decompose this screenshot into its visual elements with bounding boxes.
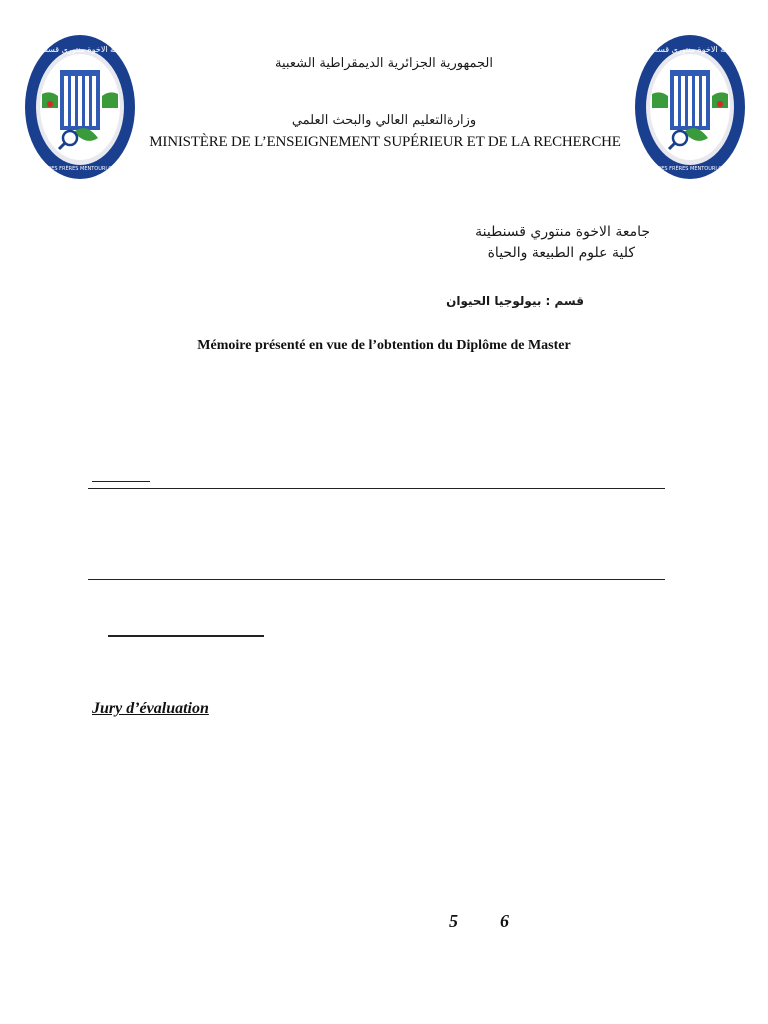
title-bottom-rule [88,579,665,580]
svg-text:UNIVERSITÉ DES FRÈRES MENTOURI: UNIVERSITÉ DES FRÈRES MENTOURI CONSTANTINE [15,166,145,172]
footer-number-b: 6 [500,911,509,931]
svg-text:جامعة الاخوة منتوري قسنطينة: جامعة الاخوة منتوري قسنطينة [640,45,740,54]
ministry-title-fr: MINISTÈRE DE L’ENSEIGNEMENT SUPÉRIEUR ET DE LA RECHERCHE [149,134,621,150]
department-name-ar: قسم : بيولوجيا الحيوان [446,294,584,308]
university-logo-left [15,34,145,180]
university-logo-right [625,34,755,180]
presenter-underline [108,635,264,637]
svg-text:UNIVERSITÉ DES FRÈRES MENTOURI: UNIVERSITÉ DES FRÈRES MENTOURI CONSTANTINE [625,166,755,172]
republic-title-ar: الجمهورية الجزائرية الديمقراطية الشعبية [275,56,493,71]
university-name-ar: جامعة الاخوة منتوري قسنطينة [475,224,650,240]
svg-text:جامعة الاخوة منتوري قسنطينة: جامعة الاخوة منتوري قسنطينة [30,45,130,54]
memoire-subtitle: Mémoire présenté en vue de l’obtention du Diplôme de Master [197,338,571,353]
footer-number-a: 5 [449,911,458,931]
jury-title: Jury d’évaluation [92,700,209,717]
short-underline [92,481,150,482]
ministry-title-ar: وزارةالتعليم العالي والبحث العلمي [291,113,477,128]
title-top-rule [88,488,665,489]
faculty-name-ar: كلية علوم الطبيعة والحياة [487,245,635,261]
